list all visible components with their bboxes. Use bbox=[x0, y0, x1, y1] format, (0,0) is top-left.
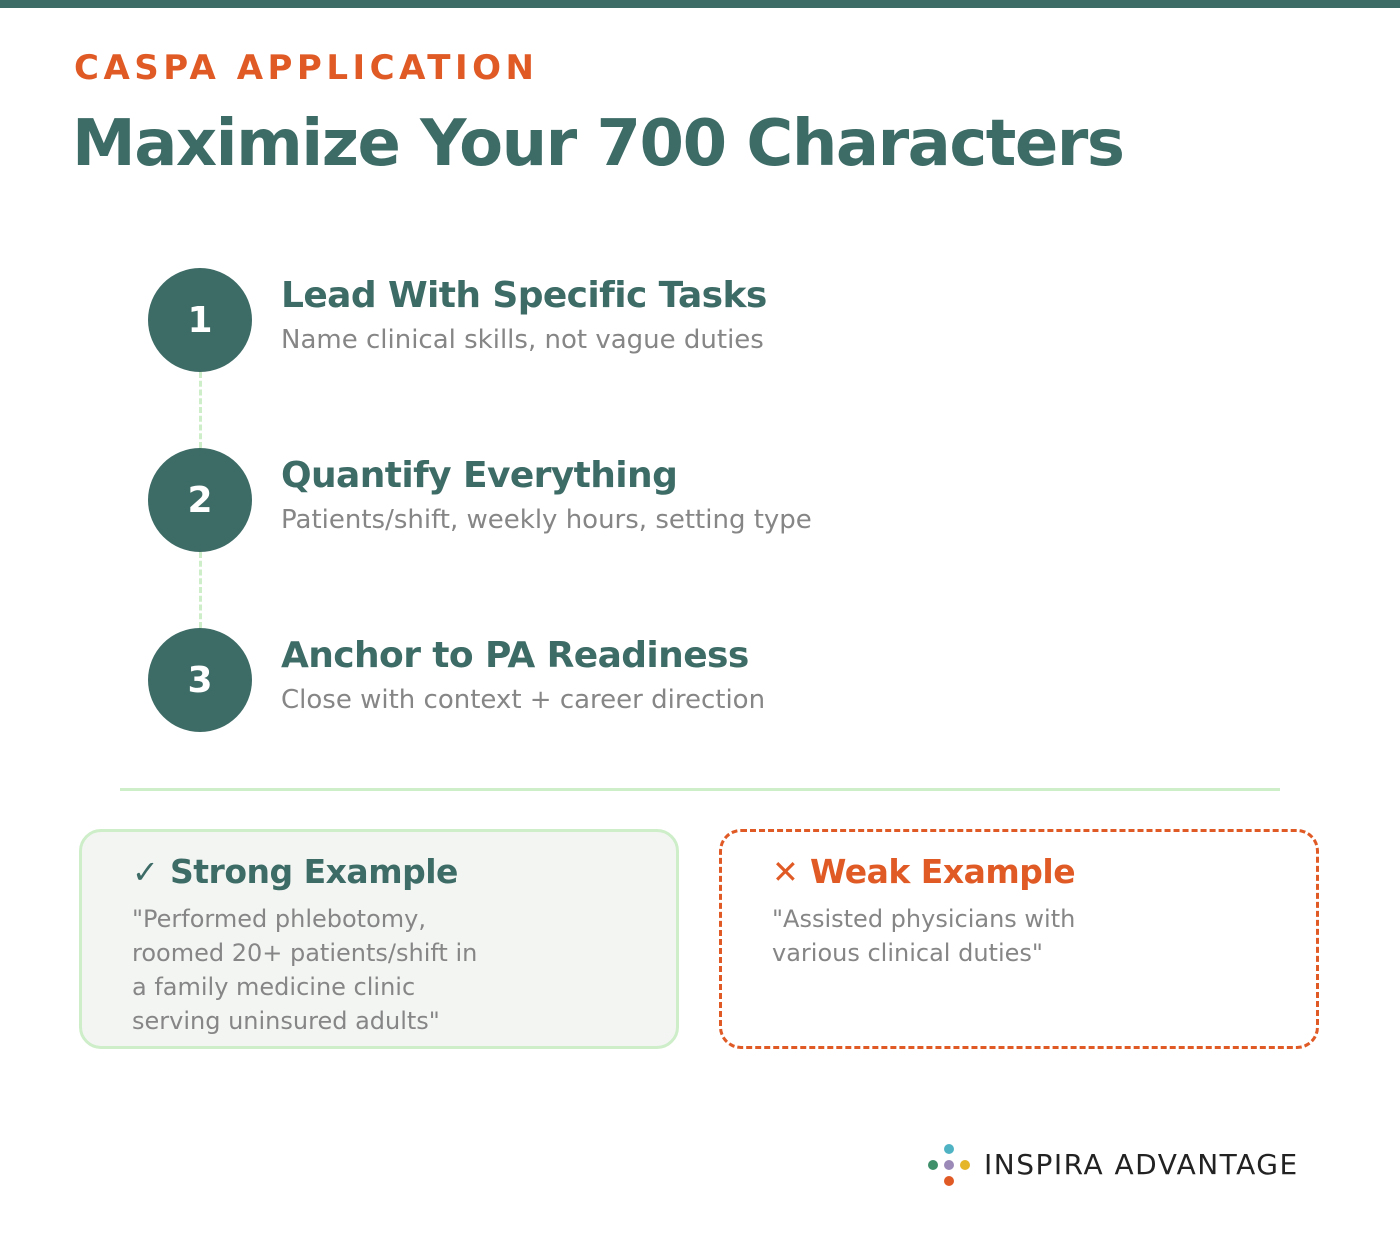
weak-example-card bbox=[719, 829, 1319, 1049]
weak-example-title: Weak Example bbox=[810, 852, 1076, 891]
step-description: Name clinical skills, not vague duties bbox=[281, 325, 764, 355]
strong-example-quote: "Performed phlebotomy, roomed 20+ patients/shift in a family medicine clinic serving uninsured adults" bbox=[132, 905, 478, 1035]
logo-dot bbox=[944, 1176, 954, 1186]
strong-example-heading bbox=[132, 852, 676, 892]
step-number-badge: 2 bbox=[148, 448, 252, 552]
strong-example-card bbox=[79, 829, 679, 1049]
x-icon: ✕ bbox=[772, 853, 799, 891]
page-title: Maximize Your 700 Characters bbox=[72, 107, 1124, 181]
step-title: Quantify Everything bbox=[281, 455, 678, 496]
step-title: Anchor to PA Readiness bbox=[281, 635, 749, 676]
step-description: Close with context + career direction bbox=[281, 685, 766, 715]
section-divider bbox=[120, 788, 1280, 791]
step-title: Lead With Specific Tasks bbox=[281, 275, 767, 316]
step-number-badge: 1 bbox=[148, 268, 252, 372]
strong-example-title: Strong Example bbox=[170, 852, 458, 891]
step-description: Patients/shift, weekly hours, setting type bbox=[281, 505, 812, 535]
inspira-logo-icon bbox=[928, 1144, 974, 1186]
brand-logo bbox=[928, 1144, 1299, 1186]
eyebrow-label: CASPA APPLICATION bbox=[74, 48, 539, 88]
step-number-badge: 3 bbox=[148, 628, 252, 732]
logo-dot bbox=[944, 1160, 954, 1170]
logo-dot bbox=[928, 1160, 938, 1170]
logo-dot bbox=[944, 1144, 954, 1154]
step-connector bbox=[199, 372, 202, 448]
weak-example-quote: "Assisted physicians with various clinical duties" bbox=[772, 905, 1076, 967]
brand-name: INSPIRA ADVANTAGE bbox=[984, 1148, 1299, 1181]
step-connector bbox=[199, 552, 202, 628]
logo-dot bbox=[960, 1160, 970, 1170]
weak-example-heading bbox=[772, 852, 1316, 892]
check-icon: ✓ bbox=[132, 853, 159, 891]
